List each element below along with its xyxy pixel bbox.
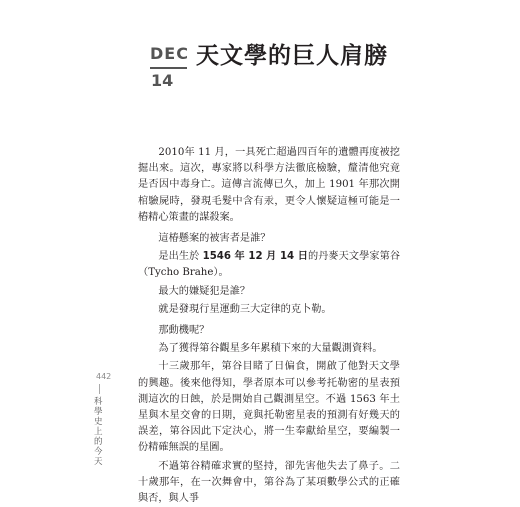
paragraph-4: 最大的嫌疑犯是誰？ bbox=[158, 285, 251, 297]
paragraph-7: 為了獲得第谷觀星多年累積下來的大量觀測資料。 bbox=[158, 343, 383, 355]
paragraph-6: 那動機呢？ bbox=[158, 325, 210, 337]
paragraph-1: 2010年 11 月，一具死亡超過四百年的遺體再度被挖掘出來。這次，專家將以科學方法徹底檢驗，釐清他究竟是否因中毒身亡。這傳言流傳已久，加上 1901 年那次開棺驗屍時，發現毛髮中含有汞，更令人懷疑這極可能是一樁精心策畫的謀殺案。 bbox=[138, 147, 400, 223]
paragraph-5: 就是發現行星運動三大定律的克卜勒。 bbox=[158, 303, 332, 315]
paragraph-9: 不過第谷精確求實的堅持，卻先害他失去了鼻子。二十歲那年，在一次舞會中，第谷為了某項數學公式的正確與否，與人爭 bbox=[138, 460, 400, 505]
page-number: 442 bbox=[96, 372, 112, 381]
date-divider bbox=[150, 67, 187, 69]
article-body bbox=[138, 145, 400, 507]
date-day: 14 bbox=[151, 71, 174, 90]
paragraph-3: 是出生於 1546 年 12 月 14 日的丹麥天文學家第谷（Tycho Brahe）。 bbox=[138, 251, 401, 279]
sidebar-divider bbox=[99, 384, 100, 394]
paragraph-8: 十三歲那年，第谷目睹了日偏食，開啟了他對天文學的興趣。後來他得知，學者原本可以參考托勒密的星表預測這次的日蝕，於是開始自己觀測星空。不過 1563 年土星與木星交會的日期，竟與托勒密星表的預測有好幾天的誤差，第谷因此下定決心，將一生奉獻給星空，要編製一份精確無誤的星圖。 bbox=[138, 361, 400, 454]
date-month: DEC bbox=[150, 44, 189, 63]
chapter-title: 天文學的巨人肩膀 bbox=[196, 42, 388, 69]
paragraph-2: 這椿懸案的被害者是誰？ bbox=[158, 233, 271, 245]
book-title-vertical: 科學史上的今天 bbox=[94, 397, 103, 467]
